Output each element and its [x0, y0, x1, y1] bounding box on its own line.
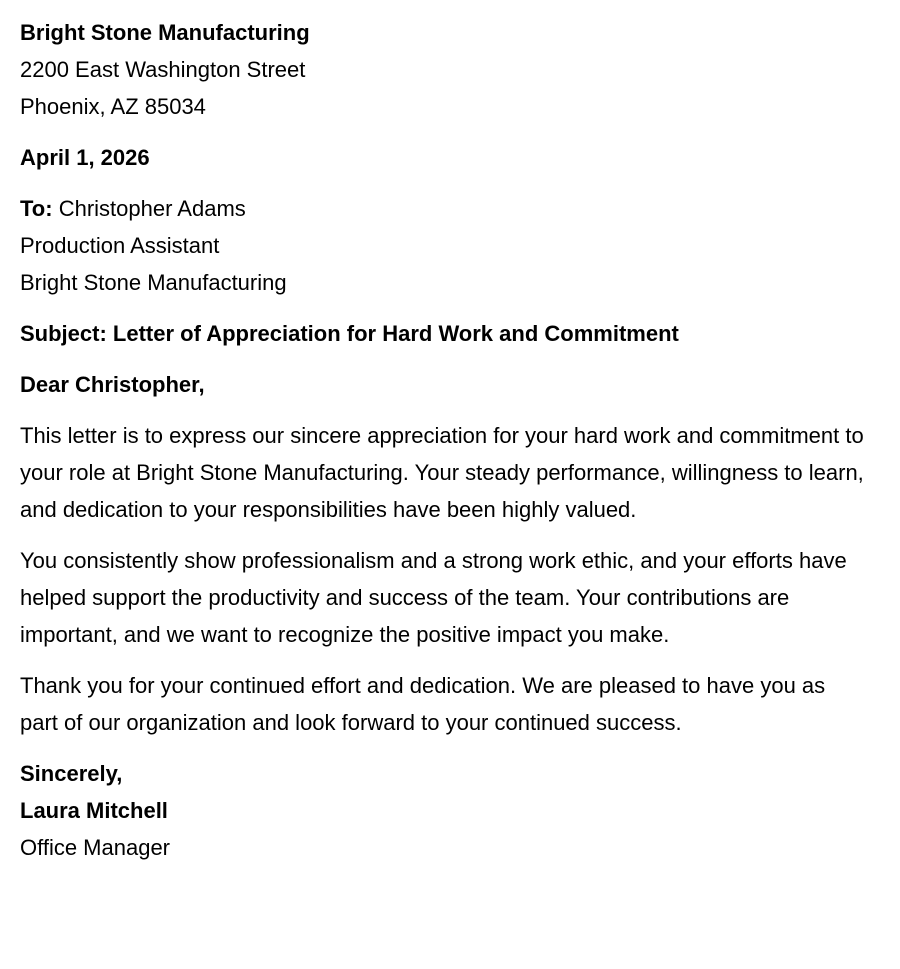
company-city-state-zip: Phoenix, AZ 85034 — [20, 94, 206, 119]
sender-title: Office Manager — [20, 835, 171, 860]
body-paragraph: You consistently show professionalism and a strong work ethic, and your efforts have helped support the productivity and success of the team. Your contributions are important, and we want to recognize the positive impact you make. — [20, 548, 847, 647]
body-paragraph-2-block — [20, 542, 880, 653]
company-name: Bright Stone Manufacturing — [20, 20, 310, 45]
recipient-company: Bright Stone Manufacturing — [20, 270, 287, 295]
recipient-name-line — [20, 190, 880, 227]
letter-date: April 1, 2026 — [20, 145, 150, 170]
body-paragraph: Thank you for your continued effort and dedication. We are pleased to have you as part of our organization and look forward to your continued success. — [20, 673, 826, 735]
body-paragraph: This letter is to express our sincere appreciation for your hard work and commitment to your role at Bright Stone Manufacturing. Your steady performance, willingness to learn, and dedication to your responsibilities have been highly valued. — [20, 423, 864, 522]
body-paragraph-1-block — [20, 417, 880, 528]
recipient-block — [20, 190, 880, 301]
subject-line: Subject: Letter of Appreciation for Hard Work and Commitment — [20, 321, 679, 346]
sender-name: Laura Mitchell — [20, 798, 168, 823]
recipient-name: Christopher Adams — [52, 196, 246, 221]
date-block — [20, 139, 880, 176]
company-street-address: 2200 East Washington Street — [20, 57, 306, 82]
recipient-title: Production Assistant — [20, 233, 220, 258]
salutation-block — [20, 366, 880, 403]
subject-block — [20, 315, 880, 352]
letterhead-block — [20, 14, 880, 125]
body-paragraph-3-block — [20, 667, 880, 741]
salutation: Dear Christopher, — [20, 372, 205, 397]
closing-block — [20, 755, 880, 866]
valediction: Sincerely, — [20, 761, 123, 786]
recipient-to-label: To: — [20, 196, 53, 221]
